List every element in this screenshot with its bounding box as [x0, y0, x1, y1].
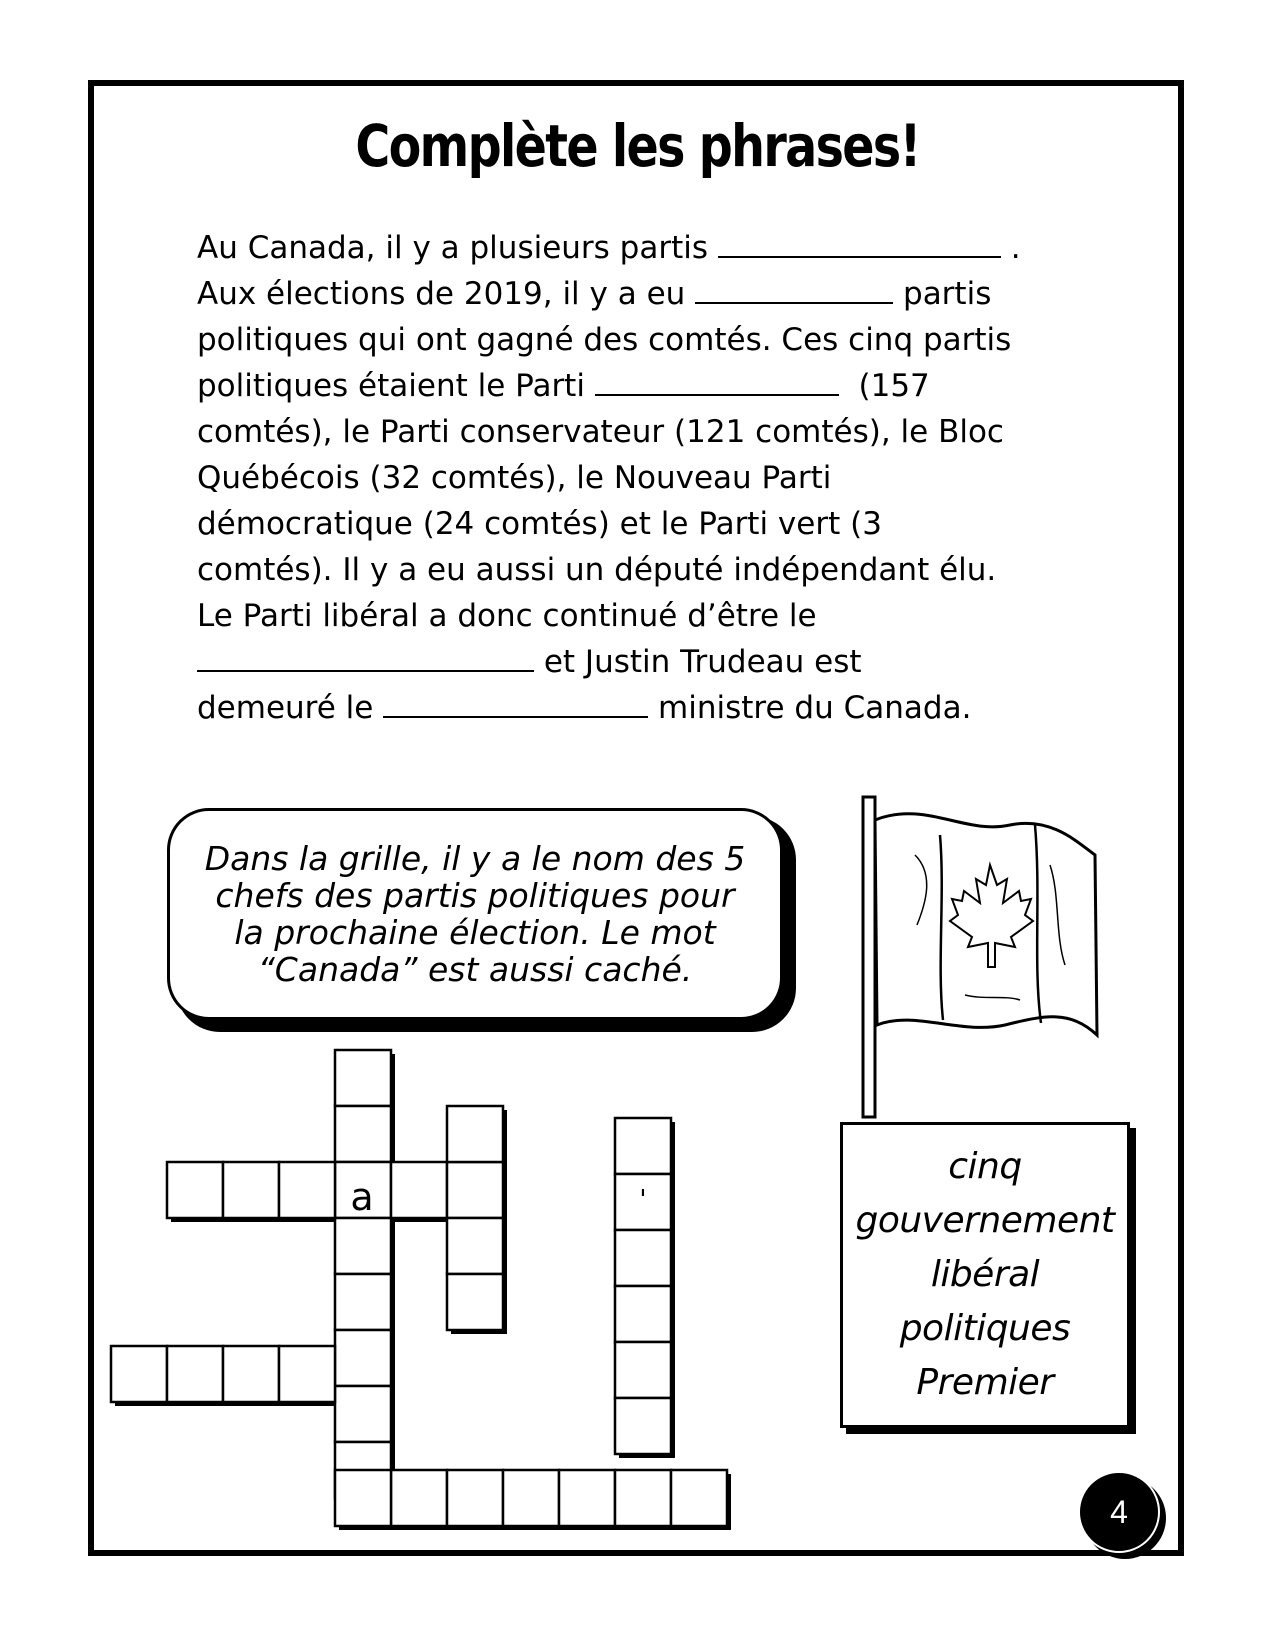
- crossword-cell[interactable]: [391, 1162, 447, 1218]
- crossword-cell[interactable]: [111, 1346, 167, 1402]
- text-segment: ministre du Canada.: [648, 690, 972, 726]
- page-number-badge: 4: [1078, 1471, 1160, 1553]
- text-segment: démocratique (24 comtés) et le Parti vert (3: [197, 506, 882, 542]
- instruction-line: chefs des partis politiques pour: [215, 876, 735, 915]
- crossword-cell[interactable]: [615, 1470, 671, 1526]
- crossword-cell[interactable]: [167, 1346, 223, 1402]
- word-bank-item: gouvernement: [855, 1200, 1115, 1241]
- crossword-prefilled-letter: a: [350, 1175, 374, 1219]
- crossword-cell[interactable]: [503, 1470, 559, 1526]
- text-segment: partis: [893, 276, 992, 312]
- crossword-cell[interactable]: [615, 1342, 671, 1398]
- word-bank-item: Premier: [916, 1362, 1054, 1403]
- crossword-cell[interactable]: [335, 1218, 391, 1274]
- instruction-line: Dans la grille, il y a le nom des 5: [204, 839, 746, 878]
- crossword-cell[interactable]: [335, 1470, 391, 1526]
- instruction-line: la prochaine élection. Le mot: [234, 913, 716, 952]
- text-segment: comtés). Il y a eu aussi un député indépendant élu.: [197, 552, 997, 588]
- crossword-cell[interactable]: [559, 1470, 615, 1526]
- word-bank-item: cinq: [948, 1146, 1022, 1187]
- crossword-prefilled-letter: ': [639, 1185, 647, 1215]
- crossword-cell[interactable]: [223, 1162, 279, 1218]
- crossword-cell[interactable]: [615, 1286, 671, 1342]
- word-bank-item: politiques: [899, 1308, 1071, 1349]
- crossword-cell[interactable]: [671, 1470, 727, 1526]
- crossword-cell[interactable]: [335, 1386, 391, 1442]
- text-segment: comtés), le Parti conservateur (121 comtés), le Bloc: [197, 414, 1004, 450]
- crossword-cell[interactable]: [335, 1106, 391, 1162]
- crossword-cell[interactable]: [279, 1346, 335, 1402]
- instruction-line: “Canada” est aussi caché.: [257, 950, 693, 989]
- crossword-cell[interactable]: [615, 1118, 671, 1174]
- word-bank-item: libéral: [930, 1254, 1040, 1295]
- crossword-cell[interactable]: [335, 1274, 391, 1330]
- text-segment: et Justin Trudeau est: [534, 644, 862, 680]
- crossword-cell[interactable]: [447, 1218, 503, 1274]
- crossword-cell[interactable]: [447, 1162, 503, 1218]
- crossword-cell[interactable]: [223, 1346, 279, 1402]
- text-segment: Le Parti libéral a donc continué d’être le: [197, 598, 817, 634]
- canada-flag-illustration: [845, 795, 1115, 1125]
- flag-pole: [863, 797, 875, 1117]
- crossword-cell[interactable]: [167, 1162, 223, 1218]
- crossword-cell[interactable]: [335, 1050, 391, 1106]
- crossword-cell[interactable]: [335, 1330, 391, 1386]
- crossword-cell[interactable]: [615, 1398, 671, 1454]
- crossword-cell[interactable]: [447, 1106, 503, 1162]
- text-segment: Québécois (32 comtés), le Nouveau Parti: [197, 460, 832, 496]
- text-segment: Au Canada, il y a plusieurs partis: [197, 230, 718, 266]
- crossword-cell[interactable]: [391, 1470, 447, 1526]
- text-segment: Aux élections de 2019, il y a eu: [197, 276, 696, 312]
- crossword-cell[interactable]: [279, 1162, 335, 1218]
- text-segment: (157: [838, 368, 930, 404]
- word-bank: [840, 1122, 1130, 1428]
- text-segment: demeuré le: [197, 690, 384, 726]
- text-segment: .: [1000, 230, 1021, 266]
- text-segment: politiques étaient le Parti: [197, 368, 595, 404]
- crossword-cell[interactable]: [447, 1470, 503, 1526]
- crossword-cell[interactable]: [615, 1230, 671, 1286]
- page-title: Complète les phrases!: [355, 112, 920, 180]
- crossword-cell[interactable]: [447, 1274, 503, 1330]
- text-segment: politiques qui ont gagné des comtés. Ces cinq partis: [197, 322, 1012, 358]
